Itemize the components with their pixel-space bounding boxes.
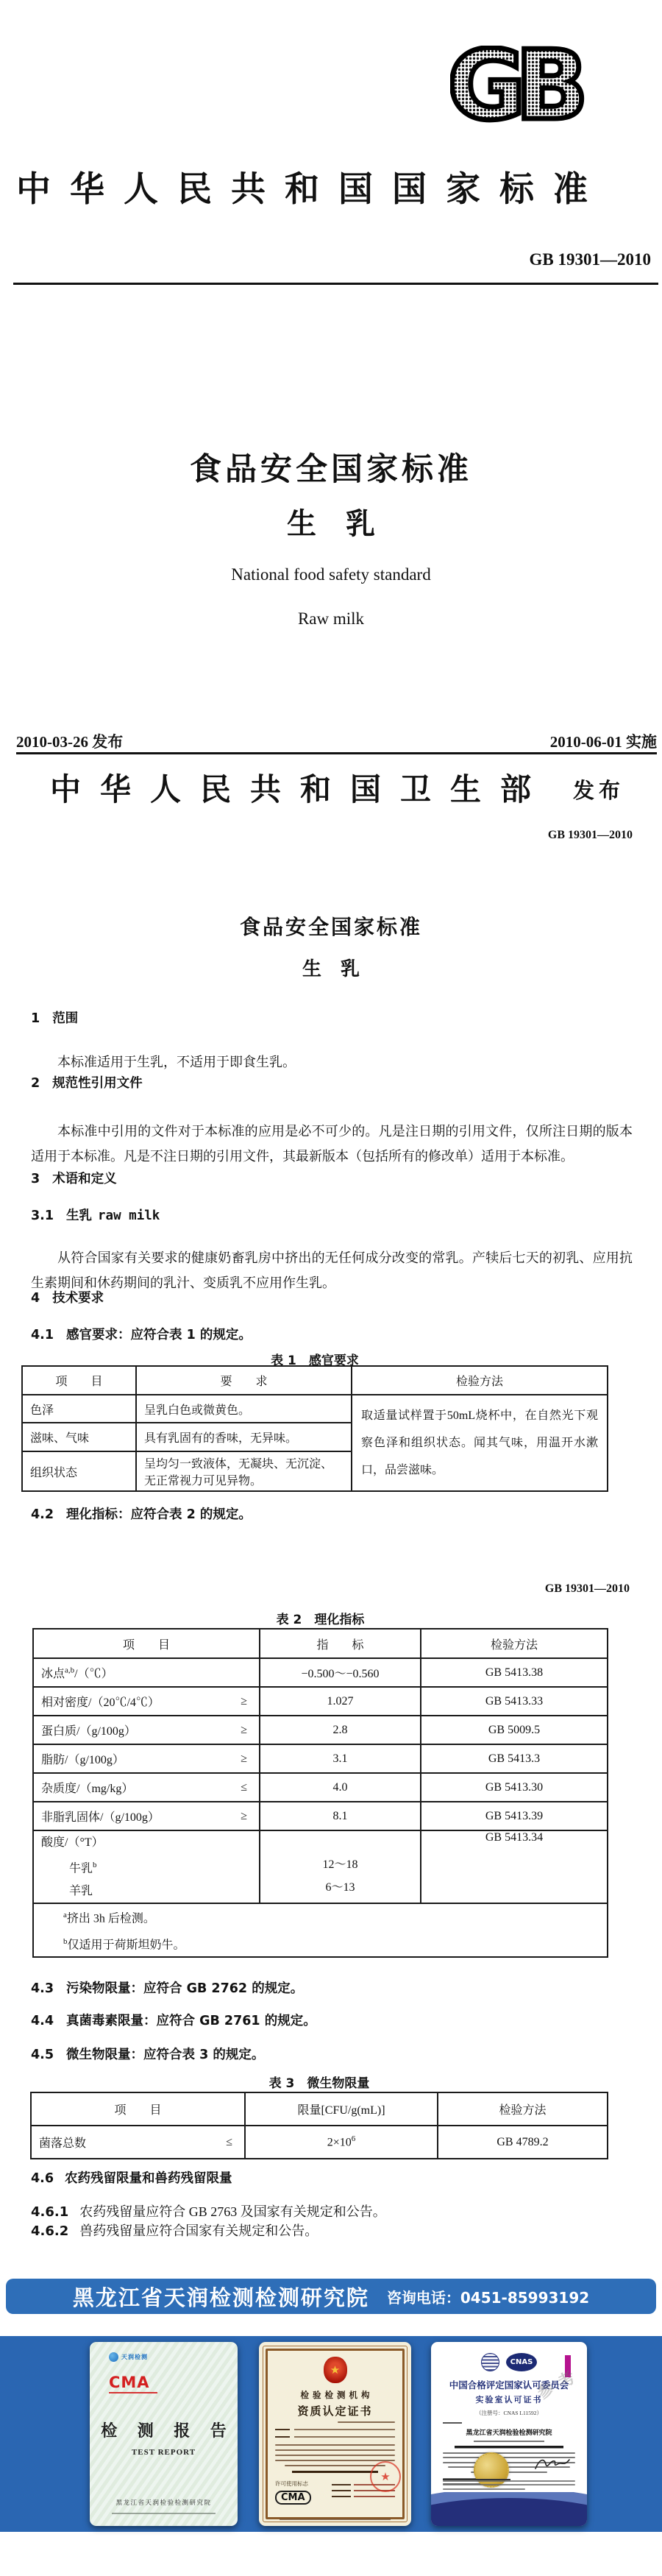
header-divider: [13, 283, 658, 285]
doc-title-cn: 食品安全国家标准: [239, 916, 422, 939]
signature-icon: [534, 2455, 571, 2473]
acidity-sub-goat: 羊乳: [69, 1885, 93, 1898]
ministry-name: 中华人民共和国卫生部: [50, 774, 551, 807]
cover-title-en: National food safety standard: [231, 565, 431, 584]
section-1-body: 本标准适用于生乳，不适用于即食生乳。: [57, 1055, 296, 1069]
section-number: 4.6.2: [31, 2223, 69, 2239]
cell-method: 取适量试样置于50mL烧杯中，在自然光下观察色泽和组织状态。闻其气味，用温开水漱口，品尝滋味。: [352, 1395, 608, 1491]
text-line-placeholder: [338, 2421, 395, 2423]
section-4-6-1-line: [31, 2201, 633, 2221]
section-4-1-line: [31, 1325, 633, 1343]
footnote-marker: b: [63, 1936, 68, 1946]
table-row: [31, 2126, 608, 2159]
certificate-cnas: [431, 2342, 587, 2526]
comparison-symbol: ≥: [241, 1694, 247, 1708]
text-line-placeholder: [285, 2465, 385, 2466]
text-line-placeholder: [443, 2488, 525, 2490]
text-line-placeholder: [294, 2436, 395, 2438]
publish-label: 发布: [573, 779, 625, 803]
item-text: 杂质度/（mg/kg）: [41, 1783, 134, 1795]
section-text: 真菌毒素限量：应符合 GB 2761 的规定。: [66, 2014, 316, 2028]
comparison-symbol: ≥: [241, 1752, 247, 1765]
section-4-2-line: [31, 1504, 633, 1523]
cell-method: GB 5413.3: [421, 1744, 608, 1773]
footnote-text: 挤出 3h 后检测。: [66, 1912, 155, 1925]
section-4-4-line: [31, 2011, 633, 2029]
col-header-item: 项 目: [22, 1366, 136, 1395]
section-4-5-line: [31, 2045, 633, 2063]
table-1-caption: 表 1 感官要求: [271, 1354, 359, 1368]
acidity-value-cow: 12～18: [322, 1858, 358, 1871]
cell-item: [33, 1830, 260, 1903]
swoosh-dark-curve: [431, 2498, 587, 2526]
report-org-line: 黑龙江省天润检验检测研究院: [115, 2499, 212, 2506]
col-header-method: 检验方法: [438, 2092, 608, 2126]
footnote-text: 仅适用于荷斯坦奶牛。: [67, 1938, 185, 1951]
issue-date: 2010-03-26 发布: [16, 733, 124, 751]
table-row: [33, 1773, 608, 1802]
cell-requirement: 具有乳固有的香味，无异味。: [136, 1423, 352, 1451]
certificate-qualification: [259, 2342, 411, 2526]
cell-value: 4.0: [260, 1773, 421, 1802]
comparison-symbol: ≤: [226, 2135, 232, 2148]
section-text: 农药残留量应符合 GB 2763 及国家有关规定和公告。: [79, 2204, 386, 2219]
gb-standard-logo-icon: [450, 46, 606, 127]
footnote-marker: a: [63, 1911, 67, 1920]
text-line-placeholder: [294, 2429, 395, 2430]
table-header-row: [31, 2092, 608, 2126]
section-number: 4.1: [31, 1328, 54, 1342]
table-row: [33, 1716, 608, 1744]
section-number: 4.4: [31, 2014, 54, 2028]
sub-item-superscript: b: [93, 1861, 97, 1869]
term-en: raw milk: [98, 1209, 160, 1223]
license-title-2: 资质认定证书: [297, 2406, 373, 2418]
authority-line: [332, 2496, 395, 2497]
section-2-body: 本标准中引用的文件对于本标准的应用是必不可少的。凡是注日期的引用文件，仅所注日期的版本适用于本标准。凡是不注日期的引用文件，其最新版本（包括所有的修改单）适用于本标准。: [31, 1124, 633, 1164]
text-line-placeholder: [443, 2480, 575, 2482]
cnas-cert-name: 实验室认可证书: [475, 2396, 543, 2405]
table-footnotes-row: [33, 1903, 608, 1957]
cover-product-cn: 生 乳: [287, 507, 375, 540]
national-standard-banner-title: 中华人民共和国国家标准: [16, 171, 607, 209]
report-org-en-line: [112, 2513, 216, 2514]
cma-mark-subtext-line: [109, 2392, 157, 2393]
sub-item: 牛乳: [69, 1862, 93, 1875]
legal-entity-placeholder: [474, 2441, 544, 2442]
cnas-committee-name: 中国合格评定国家认可委员会: [449, 2379, 569, 2391]
cell-item: [33, 1658, 260, 1687]
section-number: 2: [31, 1076, 40, 1091]
section-text: 理化指标：应符合表 2 的规定。: [66, 1507, 252, 1522]
cell-method: GB 5413.33: [421, 1687, 608, 1716]
table-header-row: [22, 1366, 608, 1395]
mark-label: 许可使用标志: [275, 2480, 308, 2487]
watermark-text: 参考: [534, 2364, 585, 2403]
item-text: 脂肪/（g/100g）: [41, 1754, 124, 1766]
fine-print: [443, 2477, 575, 2492]
cell-method: GB 4789.2: [438, 2126, 608, 2159]
brand-name: 天润检测: [121, 2354, 148, 2360]
section-number: 4.6.1: [31, 2204, 69, 2220]
section-title: 农药残留限量和兽药残留限量: [65, 2171, 232, 2186]
section-title: 术语和定义: [52, 1172, 117, 1186]
standard-code-cover: GB 19301—2010: [529, 250, 651, 269]
cell-item: 组织状态: [22, 1451, 136, 1491]
ilac-mra-icon: [481, 2353, 499, 2371]
col-header-index: 指 标: [260, 1629, 421, 1658]
cma-outline-mark: CMA: [275, 2491, 311, 2505]
certificate-content: [268, 2351, 402, 2517]
footer-banner: [6, 2279, 656, 2314]
footer-text-line: [280, 2519, 391, 2520]
cell-value: [245, 2126, 438, 2159]
item-text: 相对密度/（20℃/4℃）: [41, 1696, 160, 1709]
license-title-1: 检验检测机构: [300, 2391, 374, 2400]
cell-requirement: 呈均匀一致液体，无凝块、无沉淀、无正常视力可见异物。: [136, 1451, 352, 1491]
cover-product-en: Raw milk: [297, 609, 365, 628]
red-stamp-icon: ★: [370, 2461, 401, 2492]
cell-value: 2.8: [260, 1716, 421, 1744]
col-header-limit: 限量[CFU/g(mL)]: [245, 2092, 438, 2126]
table-row: [33, 1658, 608, 1687]
national-emblem-icon: ★: [324, 2357, 347, 2383]
cell-value: [260, 1830, 421, 1903]
cover-divider: [16, 752, 657, 754]
address-underlined-placeholder: [455, 2446, 563, 2449]
cell-value: 1.027: [260, 1687, 421, 1716]
cell-method: GB 5413.39: [421, 1802, 608, 1830]
section-number: 4.3: [31, 1981, 54, 1996]
section-text: 兽药残留量应符合国家有关规定和公告。: [79, 2223, 318, 2238]
cell-item: [33, 1802, 260, 1830]
col-header-requirement: 要 求: [136, 1366, 352, 1395]
section-number: 1: [31, 1011, 40, 1026]
section-4-6-2-line: [31, 2221, 633, 2240]
acidity-label: 酸度/（°T）: [41, 1836, 104, 1849]
table-physicochemical-indices: [32, 1628, 608, 1958]
table-header-row: [33, 1629, 608, 1658]
cell-method: GB 5413.30: [421, 1773, 608, 1802]
col-header-item: 项 目: [33, 1629, 260, 1658]
section-title: 规范性引用文件: [52, 1076, 143, 1091]
footnote-b: [63, 1931, 599, 1956]
cell-item: [33, 1716, 260, 1744]
cell-item: [31, 2126, 245, 2159]
item-unit: /（℃）: [74, 1668, 113, 1680]
certificate-test-report: [90, 2342, 238, 2526]
table-microbial-limits: [30, 2092, 608, 2159]
tianrun-logo-icon: [109, 2352, 118, 2362]
cell-method: GB 5009.5: [421, 1716, 608, 1744]
name-line: [275, 2429, 395, 2430]
text-line-placeholder: [275, 2444, 395, 2446]
section-text: 污染物限量：应符合 GB 2762 的规定。: [66, 1981, 304, 1996]
col-header-method: 检验方法: [352, 1366, 608, 1395]
section-number: 4.6: [31, 2171, 54, 2186]
cell-item: [33, 1773, 260, 1802]
section-title: 技术要求: [52, 1291, 104, 1306]
text-line-placeholder: [443, 2484, 575, 2485]
section-number: 4.5: [31, 2048, 54, 2062]
report-title-en: TEST REPORT: [131, 2448, 196, 2457]
cell-value: −0.500～−0.560: [260, 1658, 421, 1687]
section-number: 4: [31, 1291, 40, 1306]
comparison-symbol: ≤: [241, 1780, 247, 1794]
cell-value: 3.1: [260, 1744, 421, 1773]
cnas-registration-no: （注册号：CNAS L11592）: [476, 2410, 542, 2416]
brand-row: [109, 2352, 238, 2362]
certify-label-placeholder: [443, 2422, 462, 2424]
decorative-swoosh: [431, 2492, 587, 2526]
footer-org-name: 黑龙江省天润检测检测研究院: [72, 2285, 369, 2310]
cell-item: 滋味、气味: [22, 1423, 136, 1451]
doc-product-cn: 生 乳: [302, 958, 360, 980]
text-line-placeholder: [443, 2452, 575, 2454]
cell-value: 8.1: [260, 1802, 421, 1830]
value-base: 2×10: [327, 2136, 352, 2149]
acidity-value-goat: 6～13: [325, 1881, 355, 1894]
footer-certificates-strip: [0, 2336, 662, 2532]
cnas-body: [431, 2422, 587, 2485]
term-cn: 生乳: [66, 1209, 93, 1223]
svg-text:GB: GB: [450, 46, 578, 127]
cell-item: [33, 1687, 260, 1716]
label-placeholder: [332, 2490, 351, 2491]
section-number: 4.2: [31, 1507, 54, 1522]
cell-requirement: 呈乳白色或微黄色。: [136, 1395, 352, 1423]
report-title: 检 测 报 告: [101, 2421, 235, 2440]
section-title: 范围: [52, 1011, 79, 1026]
item-superscript: a,b: [65, 1666, 75, 1675]
cnas-org-name: 黑龙江省天润检验检测研究院: [466, 2429, 552, 2436]
implement-date: 2010-06-01 实施: [549, 733, 657, 751]
text-line-placeholder: [275, 2460, 395, 2461]
label-placeholder: [275, 2429, 290, 2430]
item-text: 非脂乳固体/（g/100g）: [41, 1811, 160, 1824]
item-text: 蛋白质/（g/100g）: [41, 1725, 136, 1738]
page-header-code: GB 19301—2010: [544, 1582, 630, 1595]
table-footnotes: [33, 1903, 608, 1957]
label-placeholder: [332, 2496, 351, 2497]
text-placeholder: [354, 2496, 395, 2497]
label-placeholder: [332, 2484, 351, 2485]
org-bold-line: [292, 2471, 378, 2473]
section-4-3-line: [31, 1978, 633, 1997]
mark-block: [275, 2480, 311, 2505]
cell-item: 色泽: [22, 1395, 136, 1423]
item-text: 菌落总数: [39, 2137, 87, 2150]
section-3-1-heading: [31, 1206, 633, 1224]
section-text: 微生物限量：应符合表 3 的规定。: [66, 2048, 265, 2062]
cell-method: GB 5413.38: [421, 1658, 608, 1687]
section-3-1-body: 从符合国家有关要求的健康奶畜乳房中挤出的无任何成分改变的常乳。产犊后七天的初乳、应用抗生素期间和休药期间的乳汁、变质乳不应用作生乳。: [31, 1250, 633, 1290]
section-1-heading: [31, 1008, 633, 1027]
acidity-sub-cow: [41, 1854, 252, 1880]
page-header-code: GB 19301—2010: [547, 829, 633, 841]
table-3-caption: 表 3 微生物限量: [268, 2076, 370, 2091]
footnote-a: [63, 1904, 599, 1930]
text-line-placeholder: [275, 2449, 395, 2451]
col-header-item: 项 目: [31, 2092, 245, 2126]
label-placeholder: [275, 2436, 290, 2438]
footer-phone: 咨询电话：0451-85993192: [386, 2288, 590, 2307]
section-number: 3.1: [31, 1209, 54, 1223]
col-header-method: 检验方法: [421, 1629, 608, 1658]
comparison-symbol: ≥: [241, 1723, 247, 1736]
table-row: [33, 1802, 608, 1830]
address-line: [275, 2436, 395, 2438]
section-4-heading: [31, 1288, 633, 1306]
cover-dates-row: [16, 730, 657, 752]
cell-method: GB 5413.34: [421, 1830, 608, 1903]
section-2-heading: [31, 1073, 633, 1091]
cma-mark: CMA: [109, 2374, 150, 2391]
item-text: 冰点: [41, 1668, 65, 1680]
table-2-caption: 表 2 理化指标: [276, 1613, 365, 1627]
section-text: 感官要求：应符合表 1 的规定。: [66, 1328, 252, 1342]
value-exponent: 6: [351, 2134, 356, 2144]
section-number: 3: [31, 1172, 40, 1186]
comparison-symbol: ≥: [241, 1809, 247, 1822]
table-row: [33, 1744, 608, 1773]
cell-item: [33, 1744, 260, 1773]
table-row: [22, 1395, 608, 1423]
text-line-placeholder: [275, 2455, 395, 2456]
table-row-acidity: [33, 1830, 608, 1903]
license-number-line: [275, 2421, 395, 2423]
table-row: [33, 1687, 608, 1716]
cnas-icon: CNAS: [506, 2353, 537, 2371]
cover-title-cn: 食品安全国家标准: [190, 453, 472, 487]
section-4-6-heading: [31, 2168, 633, 2187]
section-3-heading: [31, 1169, 633, 1187]
table-sensory-requirements: [21, 1365, 608, 1492]
